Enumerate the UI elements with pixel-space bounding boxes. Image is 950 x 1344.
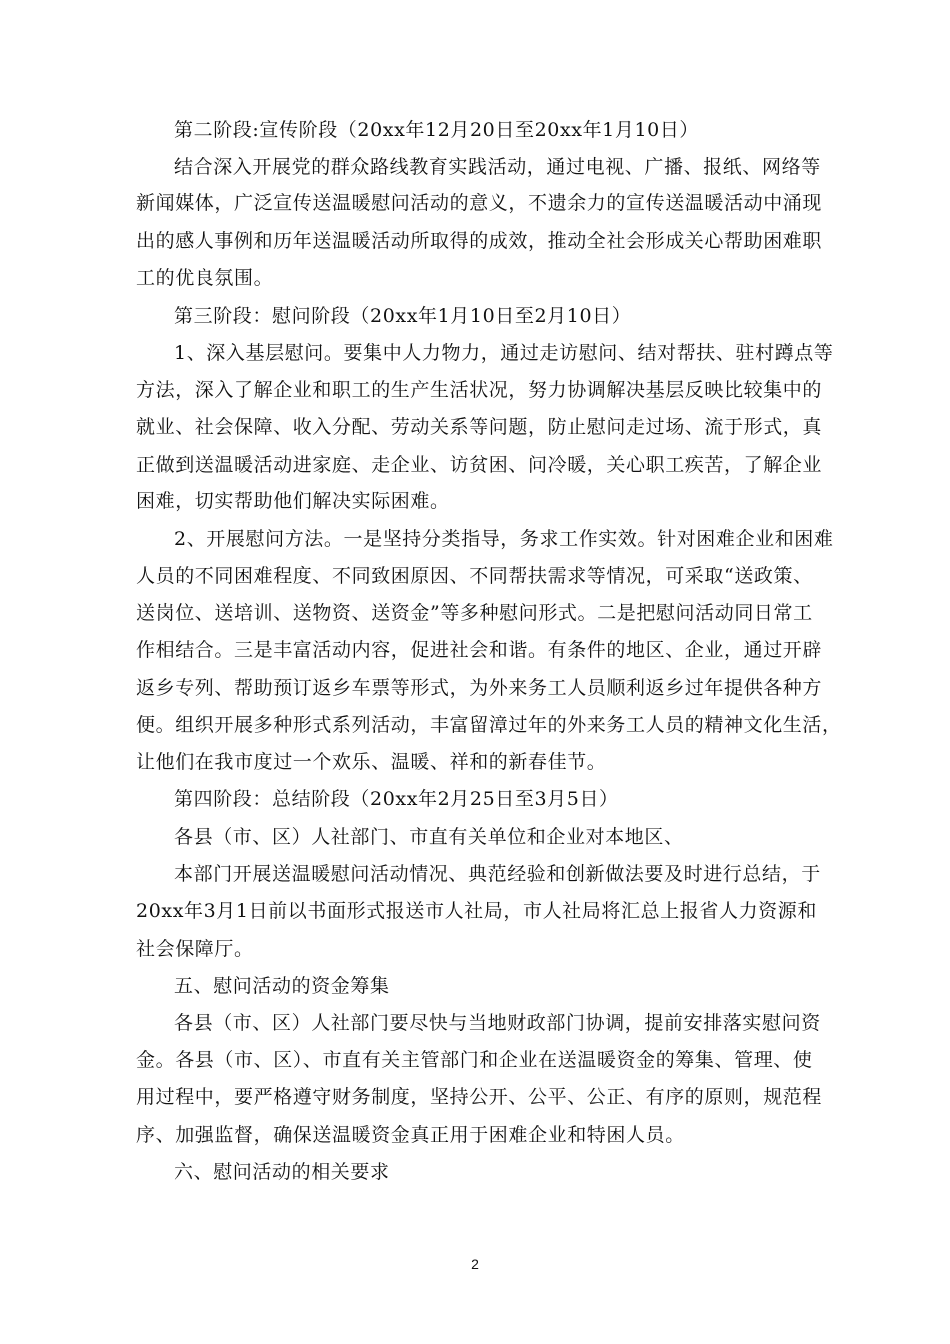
paragraph-line: 社会保障厅。 xyxy=(136,938,254,960)
paragraph-line: 各县（市、区）人社部门要尽快与当地财政部门协调，提前安排落实慰问资 xyxy=(174,1012,821,1034)
section-five-heading: 五、慰问活动的资金筹集 xyxy=(174,975,390,997)
paragraph-line: 送岗位、送培训、送物资、送资金”等多种慰问形式。二是把慰问活动同日常工 xyxy=(136,602,813,624)
stage-three-heading: 第三阶段：慰问阶段（20xx年1月10日至2月10日） xyxy=(174,305,632,327)
paragraph-line: 就业、社会保障、收入分配、劳动关系等问题，防止慰问走过场、流于形式，真 xyxy=(136,416,823,438)
paragraph-line: 用过程中，要严格遵守财务制度，坚持公开、公平、公正、有序的原则，规范程 xyxy=(136,1086,823,1108)
paragraph-line: 让他们在我市度过一个欢乐、温暖、祥和的新春佳节。 xyxy=(136,751,607,773)
stage-two-heading: 第二阶段:宣传阶段（20xx年12月20日至20xx年1月10日） xyxy=(174,119,700,141)
paragraph-line: 困难，切实帮助他们解决实际困难。 xyxy=(136,490,450,512)
paragraph-line: 工的优良氛围。 xyxy=(136,267,274,289)
paragraph-line: 1、深入基层慰问。要集中人力物力，通过走访慰问、结对帮扶、驻村蹲点等 xyxy=(174,342,834,364)
paragraph-line: 方法，深入了解企业和职工的生产生活状况，努力协调解决基层反映比较集中的 xyxy=(136,379,823,401)
stage-four-heading: 第四阶段：总结阶段（20xx年2月25日至3月5日） xyxy=(174,788,619,810)
section-six-heading: 六、慰问活动的相关要求 xyxy=(174,1161,390,1183)
page-number: 2 xyxy=(471,1256,479,1272)
paragraph-line: 返乡专列、帮助预订返乡车票等形式，为外来务工人员顺利返乡过年提供各种方 xyxy=(136,677,823,699)
paragraph-line: 2、开展慰问方法。一是坚持分类指导，务求工作实效。针对困难企业和困难 xyxy=(174,528,834,550)
paragraph-line: 正做到送温暖活动进家庭、走企业、访贫困、问冷暖，关心职工疾苦，了解企业 xyxy=(136,454,823,476)
paragraph-line: 人员的不同困难程度、不同致困原因、不同帮扶需求等情况，可采取“送政策、 xyxy=(136,565,813,587)
paragraph-line: 20xx年3月1日前以书面形式报送市人社局，市人社局将汇总上报省人力资源和 xyxy=(136,900,817,922)
paragraph-line: 金。各县（市、区）、市直有关主管部门和企业在送温暖资金的筹集、管理、使 xyxy=(136,1049,813,1071)
paragraph-line: 新闻媒体，广泛宣传送温暖慰问活动的意义，不遗余力的宣传送温暖活动中涌现 xyxy=(136,192,823,214)
paragraph-line: 本部门开展送温暖慰问活动情况、典范经验和创新做法要及时进行总结，于 xyxy=(174,863,821,885)
paragraph-line: 出的感人事例和历年送温暖活动所取得的成效，推动全社会形成关心帮助困难职 xyxy=(136,230,823,252)
paragraph-line: 序、加强监督，确保送温暖资金真正用于困难企业和特困人员。 xyxy=(136,1124,685,1146)
paragraph-line: 结合深入开展党的群众路线教育实践活动，通过电视、广播、报纸、网络等 xyxy=(174,156,821,178)
paragraph-line: 作相结合。三是丰富活动内容，促进社会和谐。有条件的地区、企业，通过开辟 xyxy=(136,639,823,661)
paragraph-line: 便。组织开展多种形式系列活动，丰富留漳过年的外来务工人员的精神文化生活， xyxy=(136,714,842,736)
paragraph-line: 各县（市、区）人社部门、市直有关单位和企业对本地区、 xyxy=(174,826,684,848)
